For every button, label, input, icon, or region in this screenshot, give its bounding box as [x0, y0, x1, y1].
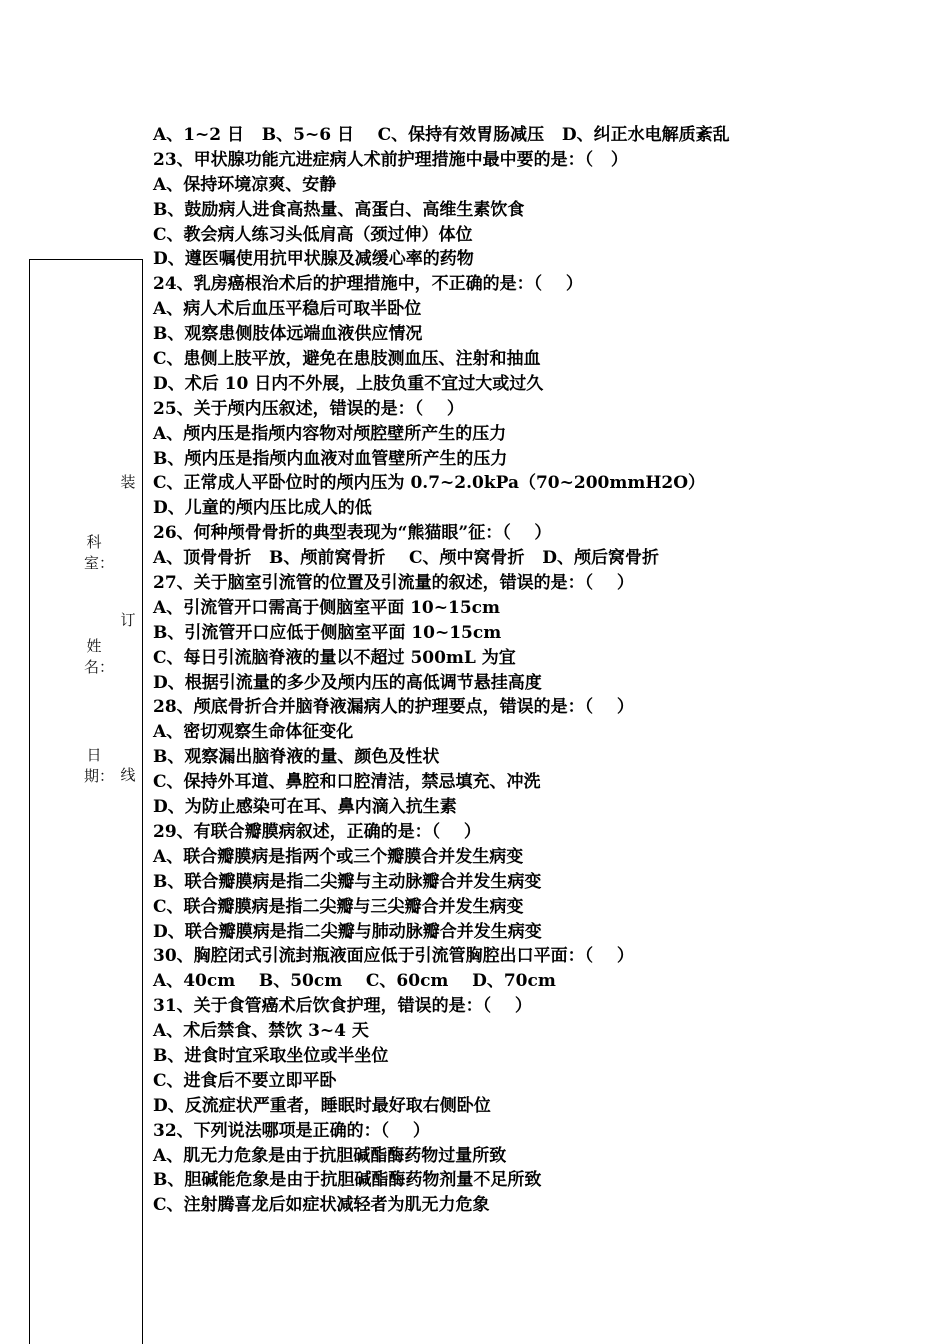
question-line: D、儿童的颅内压比成人的低: [153, 498, 372, 519]
binding-mark-zhuang: 装: [120, 473, 136, 491]
question-line: B、进食时宜采取坐位或半坐位: [153, 1045, 389, 1066]
question-line: B、联合瓣膜病是指二尖瓣与主动脉瓣合并发生病变: [153, 871, 542, 892]
date-label: 日期：: [84, 746, 115, 785]
question-line: C、联合瓣膜病是指二尖瓣与三尖瓣合并发生病变: [153, 896, 524, 917]
name-label: 姓名：: [84, 637, 115, 676]
question-line: 23、甲状腺功能亢进症病人术前护理措施中最中要的是：（ ）: [153, 149, 628, 170]
question-line: B、鼓励病人进食高热量、高蛋白、高维生素饮食: [153, 199, 525, 220]
question-line: A、颅内压是指颅内容物对颅腔壁所产生的压力: [153, 423, 507, 444]
question-line: C、每日引流脑脊液的量以不超过 500mL 为宜: [153, 647, 516, 668]
binding-margin-box: [29, 259, 143, 1344]
question-line: A、1~2 日 B、5~6 日 C、保持有效胃肠减压 D、纠正水电解质紊乱: [153, 125, 730, 145]
question-line: D、术后 10 日内不外展，上肢负重不宜过大或过久: [153, 373, 544, 394]
question-line: A、密切观察生命体征变化: [153, 722, 354, 743]
exam-questions: [153, 123, 933, 1218]
question-line: 25、关于颅内压叙述，错误的是：（ ）: [153, 398, 464, 419]
question-line: D、联合瓣膜病是指二尖瓣与肺动脉瓣合并发生病变: [153, 921, 542, 942]
question-line: 30、胸腔闭式引流封瓶液面应低于引流管胸腔出口平面：（ ）: [153, 946, 634, 967]
question-line: B、胆碱能危象是由于抗胆碱酯酶药物剂量不足所致: [153, 1170, 542, 1191]
question-line: C、患侧上肢平放，避免在患肢测血压、注射和抽血: [153, 349, 541, 370]
binding-mark-xian: 线: [120, 766, 136, 784]
question-line: 24、乳房癌根治术后的护理措施中，不正确的是：（ ）: [153, 274, 583, 295]
question-line: A、病人术后血压平稳后可取半卧位: [153, 299, 422, 320]
question-line: 26、何种颅骨骨折的典型表现为“熊猫眼”征：（ ）: [153, 523, 552, 544]
binding-mark-ding: 订: [120, 611, 136, 629]
question-line: D、根据引流量的多少及颅内压的高低调节悬挂高度: [153, 672, 542, 693]
question-line: A、肌无力危象是由于抗胆碱酯酶药物过量所致: [153, 1145, 507, 1166]
question-line: C、正常成人平卧位时的颅内压为 0.7~2.0kPa（70~200mmH2O）: [153, 473, 706, 494]
question-line: A、保持环境凉爽、安静: [153, 174, 337, 195]
question-line: A、术后禁食、禁饮 3~4 天: [153, 1021, 369, 1042]
question-line: B、引流管开口应低于侧脑室平面 10~15cm: [153, 622, 502, 643]
question-line: A、40cm B、50cm C、60cm D、70cm: [153, 971, 556, 992]
question-line: B、颅内压是指颅内血液对血管壁所产生的压力: [153, 448, 508, 469]
question-line: C、保持外耳道、鼻腔和口腔清洁，禁忌填充、冲洗: [153, 772, 541, 793]
question-line: A、联合瓣膜病是指两个或三个瓣膜合并发生病变: [153, 846, 524, 867]
question-line: 32、下列说法哪项是正确的：（ ）: [153, 1120, 430, 1141]
question-line: C、进食后不要立即平卧: [153, 1070, 337, 1091]
question-line: D、遵医嘱使用抗甲状腺及减缓心率的药物: [153, 249, 474, 270]
question-line: B、观察患侧肢体远端血液供应情况: [153, 324, 423, 345]
question-line: A、顶骨骨折 B、颅前窝骨折 C、颅中窝骨折 D、颅后窝骨折: [153, 548, 660, 569]
question-line: 31、关于食管癌术后饮食护理，错误的是：（ ）: [153, 996, 532, 1017]
question-line: C、注射腾喜龙后如症状减轻者为肌无力危象: [153, 1195, 490, 1216]
question-line: D、反流症状严重者，睡眠时最好取右侧卧位: [153, 1095, 491, 1116]
question-line: D、为防止感染可在耳、鼻内滴入抗生素: [153, 797, 457, 818]
question-line: A、引流管开口需高于侧脑室平面 10~15cm: [153, 597, 501, 618]
question-line: 27、关于脑室引流管的位置及引流量的叙述，错误的是：（ ）: [153, 573, 634, 594]
question-line: 29、有联合瓣膜病叙述，正确的是：（ ）: [153, 821, 481, 842]
question-line: 28、颅底骨折合并脑脊液漏病人的护理要点，错误的是：（ ）: [153, 697, 634, 718]
question-line: C、教会病人练习头低肩高（颈过伸）体位: [153, 224, 473, 245]
dept-label: 科室：: [84, 533, 115, 572]
question-line: B、观察漏出脑脊液的量、颜色及性状: [153, 747, 440, 768]
